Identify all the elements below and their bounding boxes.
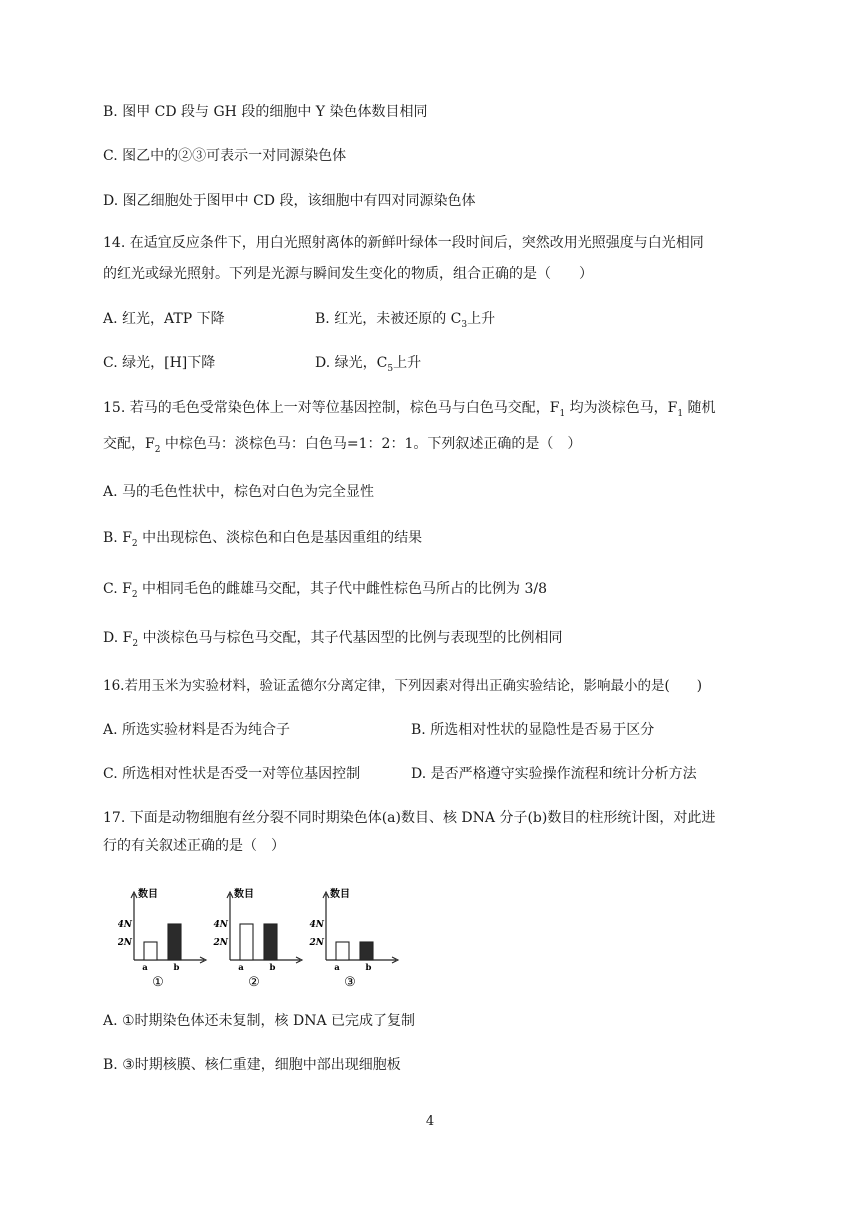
q16-option-b: B. 所选相对性状的显隐性是否易于区分 — [411, 722, 655, 738]
q15-stem-line2: 交配，$F_2$ 中棕色马：淡棕色马：白色马=1：2：1。下列叙述正确的是（ ） — [103, 436, 582, 455]
q17-option-a: A. ①时期染色体还未复制，核 DNA 已完成了复制 — [103, 1013, 416, 1029]
panel-label: ① — [152, 975, 164, 990]
q17-stem-line2: 行的有关叙述正确的是（ ） — [103, 838, 285, 854]
q14-option-c: C. 绿光，[H]下降 — [103, 355, 216, 371]
q14-option-d: D. 绿光，$C_5$上升 — [315, 355, 422, 374]
y-axis-label: 数目 — [234, 889, 254, 900]
bar-b — [360, 942, 373, 960]
q16-option-a: A. 所选实验材料是否为纯合子 — [103, 722, 291, 738]
bar-a — [240, 924, 253, 960]
bar-a — [144, 942, 157, 960]
q14-stem-line1: 14. 在适宜反应条件下，用白光照射离体的新鲜叶绿体一段时间后，突然改用光照强度与白光相同 — [103, 235, 704, 251]
x-tick-label: a — [142, 963, 148, 973]
bar-b — [264, 924, 277, 960]
y-tick-label: 2N — [118, 938, 132, 948]
q16-stem: 16.若用玉米为实验材料，验证孟德尔分离定律，下列因素对得出正确实验结论，影响最小的是( ) — [103, 678, 703, 694]
q13-option-c: C. 图乙中的②③可表示一对同源染色体 — [103, 148, 347, 164]
q14-option-b: B. 红光，未被还原的 $C_3$上升 — [315, 311, 496, 330]
q17-option-b: B. ③时期核膜、核仁重建，细胞中部出现细胞板 — [103, 1057, 401, 1073]
q15-option-d: D. $F_2$ 中淡棕色马与棕色马交配，其子代基因型的比例与表现型的比例相同 — [103, 630, 563, 649]
q13-option-d: D. 图乙细胞处于图甲中 CD 段，该细胞中有四对同源染色体 — [103, 193, 476, 209]
y-tick-label: 4N — [309, 920, 324, 930]
y-axis-label: 数目 — [138, 889, 158, 900]
x-tick-label: a — [334, 963, 340, 973]
q15-stem-line1: 15. 若马的毛色受常染色体上一对等位基因控制，棕色马与白色马交配，$F_1$ 均为淡棕色马，$F_1$ 随机 — [103, 400, 716, 419]
q15-option-b: B. $F_2$ 中出现棕色、淡棕色和白色是基因重组的结果 — [103, 530, 423, 549]
q15-option-c: C. $F_2$ 中相同毛色的雌雄马交配，其子代中雌性棕色马所占的比例为 3/8 — [103, 581, 548, 600]
y-tick-label: 2N — [309, 938, 324, 948]
x-tick-label: b — [365, 963, 372, 973]
q14-stem-line2: 的红光或绿光照射。下列是光源与瞬间发生变化的物质，组合正确的是（ ） — [103, 266, 593, 282]
q16-option-d: D. 是否严格遵守实验操作流程和统计分析方法 — [411, 766, 697, 782]
page-number: 4 — [425, 1114, 435, 1129]
bar-chart-group — [118, 882, 418, 992]
panel-label: ③ — [344, 975, 356, 990]
x-tick-label: a — [238, 963, 244, 973]
q13-option-b: B. 图甲 CD 段与 GH 段的细胞中 Y 染色体数目相同 — [103, 104, 428, 120]
y-tick-label: 4N — [213, 920, 228, 930]
y-tick-label: 4N — [118, 920, 132, 930]
q15-option-a: A. 马的毛色性状中，棕色对白色为完全显性 — [103, 484, 375, 500]
q16-option-c: C. 所选相对性状是否受一对等位基因控制 — [103, 766, 361, 782]
panel-label: ② — [248, 975, 260, 990]
bar-chart-svg — [118, 882, 418, 992]
x-tick-label: b — [269, 963, 276, 973]
bar-b — [168, 924, 181, 960]
q14-option-a: A. 红光，ATP 下降 — [103, 311, 225, 327]
bar-a — [336, 942, 349, 960]
y-tick-label: 2N — [213, 938, 228, 948]
y-axis-label: 数目 — [330, 889, 350, 900]
x-tick-label: b — [173, 963, 180, 973]
q17-stem-line1: 17. 下面是动物细胞有丝分裂不同时期染色体(a)数目、核 DNA 分子(b)数目的柱形统计图，对此进 — [103, 810, 716, 826]
